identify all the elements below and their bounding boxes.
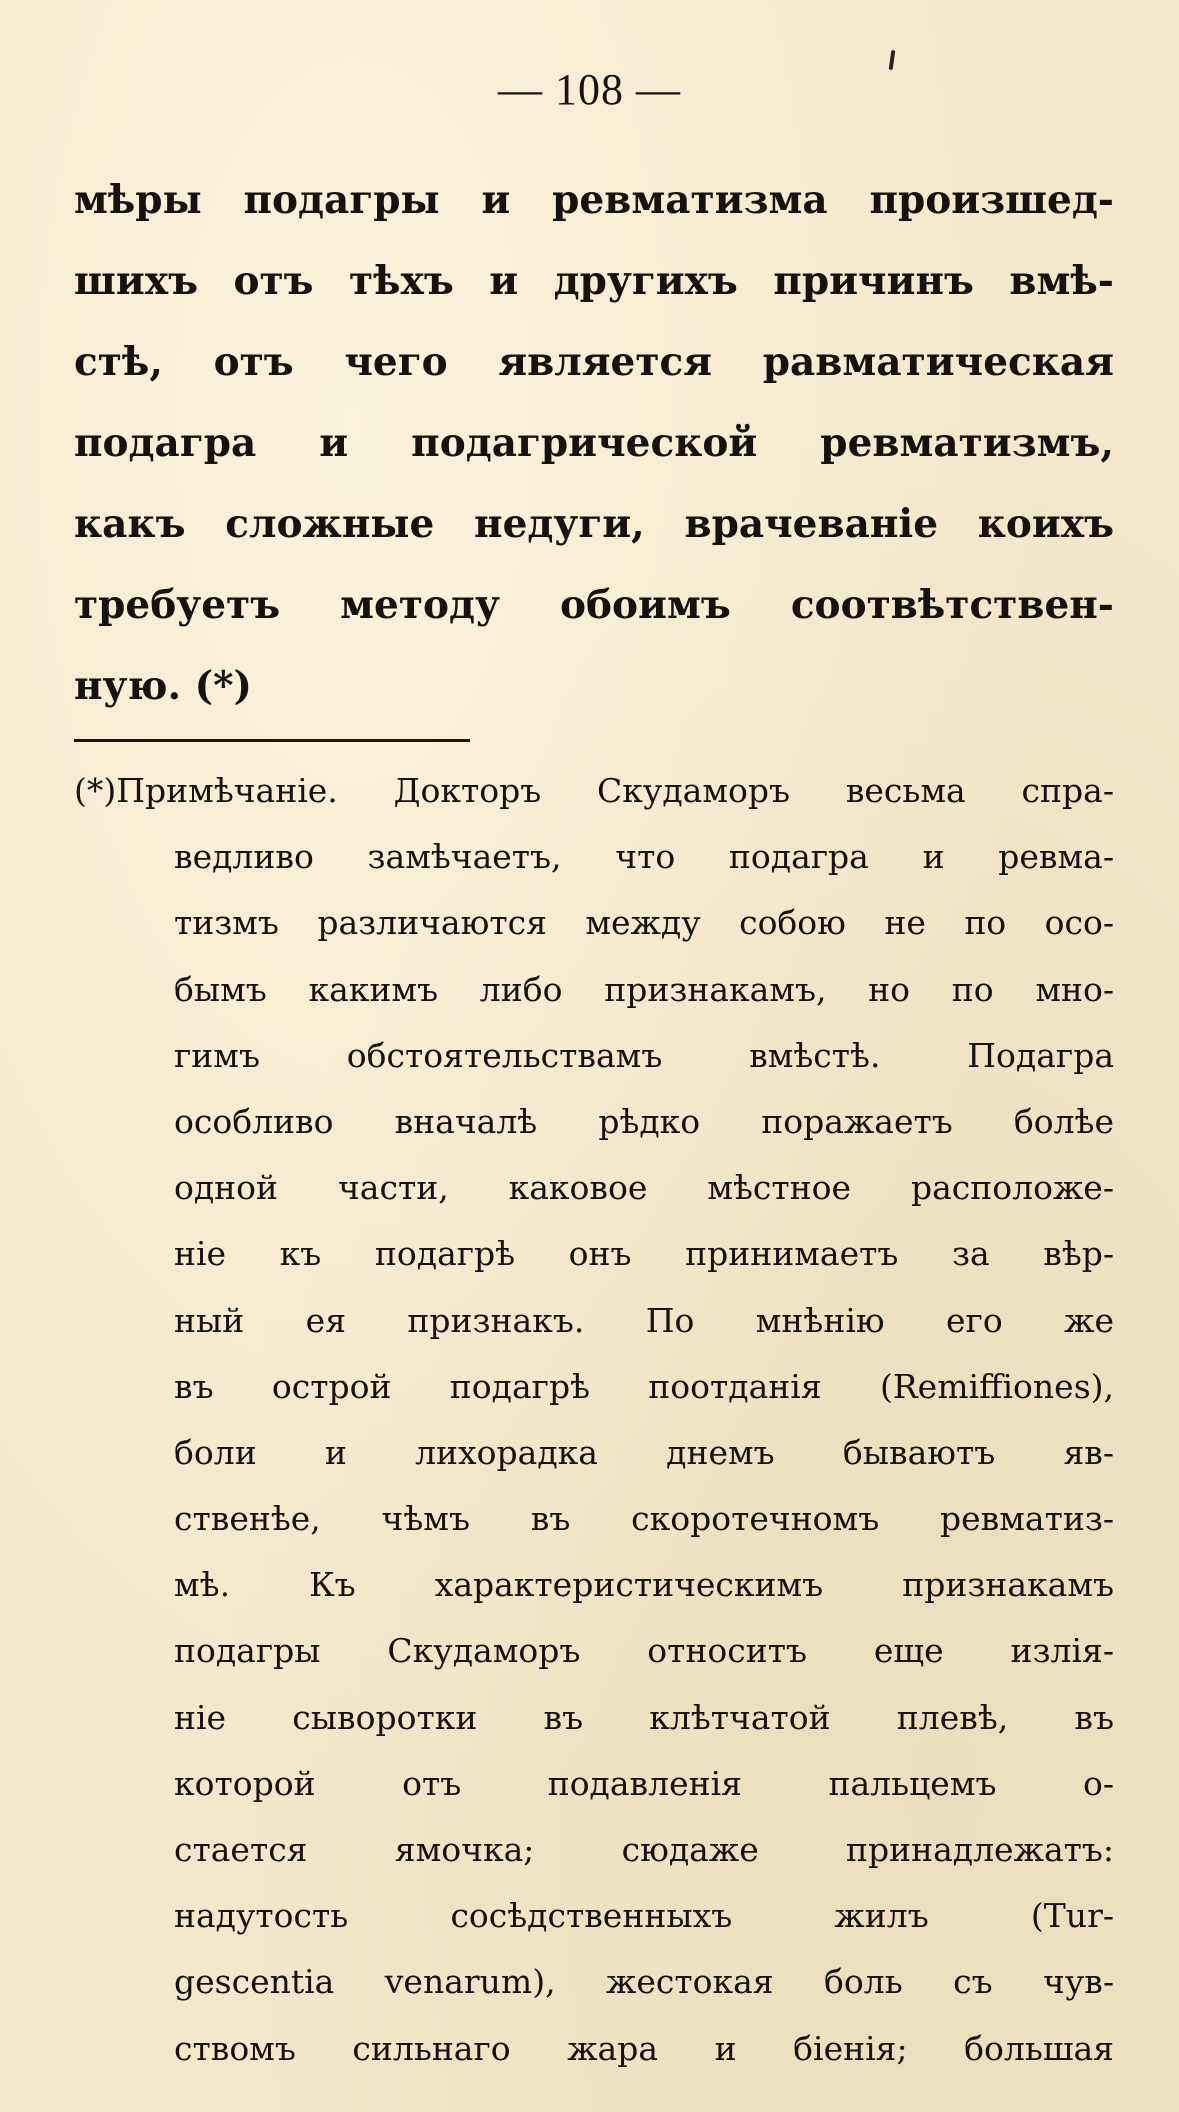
footnote-line: мѣ. Къ характеристическимъ признакамъ — [174, 1565, 1114, 1605]
main-text-line: шихъ отъ тѣхъ и другихъ причинъ вмѣ- — [74, 258, 1114, 304]
footnote-line: ственѣе, чѣмъ въ скоротечномъ ревматиз- — [174, 1499, 1114, 1539]
footnote-line: гимъ обстоятельствамъ вмѣстѣ. Подагра — [174, 1035, 1114, 1075]
footnote-line: ведливо замѣчаетъ, что подагра и ревма- — [174, 837, 1114, 877]
main-text-line: мѣры подагры и ревматизма произшед- — [74, 177, 1114, 223]
footnote-line: въ острой подагрѣ поотданiя (Remiffiones), — [174, 1366, 1114, 1406]
footnote-line: подагры Скудаморъ относитъ еще излiя- — [174, 1631, 1114, 1671]
footnote-line: стается ямочка; сюдаже принадлежатъ: — [174, 1830, 1114, 1869]
footnote-line: боли и лихорадка днемъ бываютъ яв- — [174, 1432, 1114, 1472]
footnote-line: нiе къ подагрѣ онъ принимаетъ за вѣр- — [174, 1234, 1114, 1274]
main-text-line: ную. (*) — [74, 663, 252, 709]
footnote-line: (*)Примѣчанiе. Докторъ Скудаморъ весьма спра- — [74, 771, 1114, 810]
footnote-block — [74, 758, 1114, 2082]
footnote-line: ный ея признакъ. По мнѣнiю его же — [174, 1300, 1114, 1340]
main-text-block — [74, 160, 1114, 727]
main-text-line: подагра и подагрической ревматизмъ, — [74, 420, 1114, 466]
main-text-line: стѣ, отъ чего является равматическая — [74, 339, 1114, 385]
main-text-line: требуетъ методу обоимъ соотвѣтствен- — [74, 582, 1114, 628]
page-number: — 108 — — [498, 65, 681, 114]
footnote-divider — [74, 739, 470, 742]
footnote-line: которой отъ подавленiя пальцемъ о- — [174, 1763, 1114, 1803]
footnote-line: gescentia venarum), жестокая боль съ чув- — [174, 1962, 1114, 2002]
footnote-line: бымъ какимъ либо признакамъ, но по мно- — [174, 969, 1114, 1009]
footnote-line: тизмъ различаются между собою не по осо- — [174, 903, 1114, 943]
footnote-line: особливо вначалѣ рѣдко поражаетъ болѣе — [174, 1101, 1114, 1141]
footnote-line: ствомъ сильнаго жара и бiенiя; большая — [174, 2028, 1114, 2068]
footnote-line: нiе сыворотки въ клѣтчатой плевѣ, въ — [174, 1697, 1114, 1737]
footnote-line: одной части, каковое мѣстное расположе- — [174, 1168, 1114, 1208]
main-text-line: какъ сложные недуги, врачеванiе коихъ — [74, 501, 1114, 547]
footnote-line: надутость сосѣдственныхъ жилъ (Tur- — [174, 1896, 1114, 1936]
